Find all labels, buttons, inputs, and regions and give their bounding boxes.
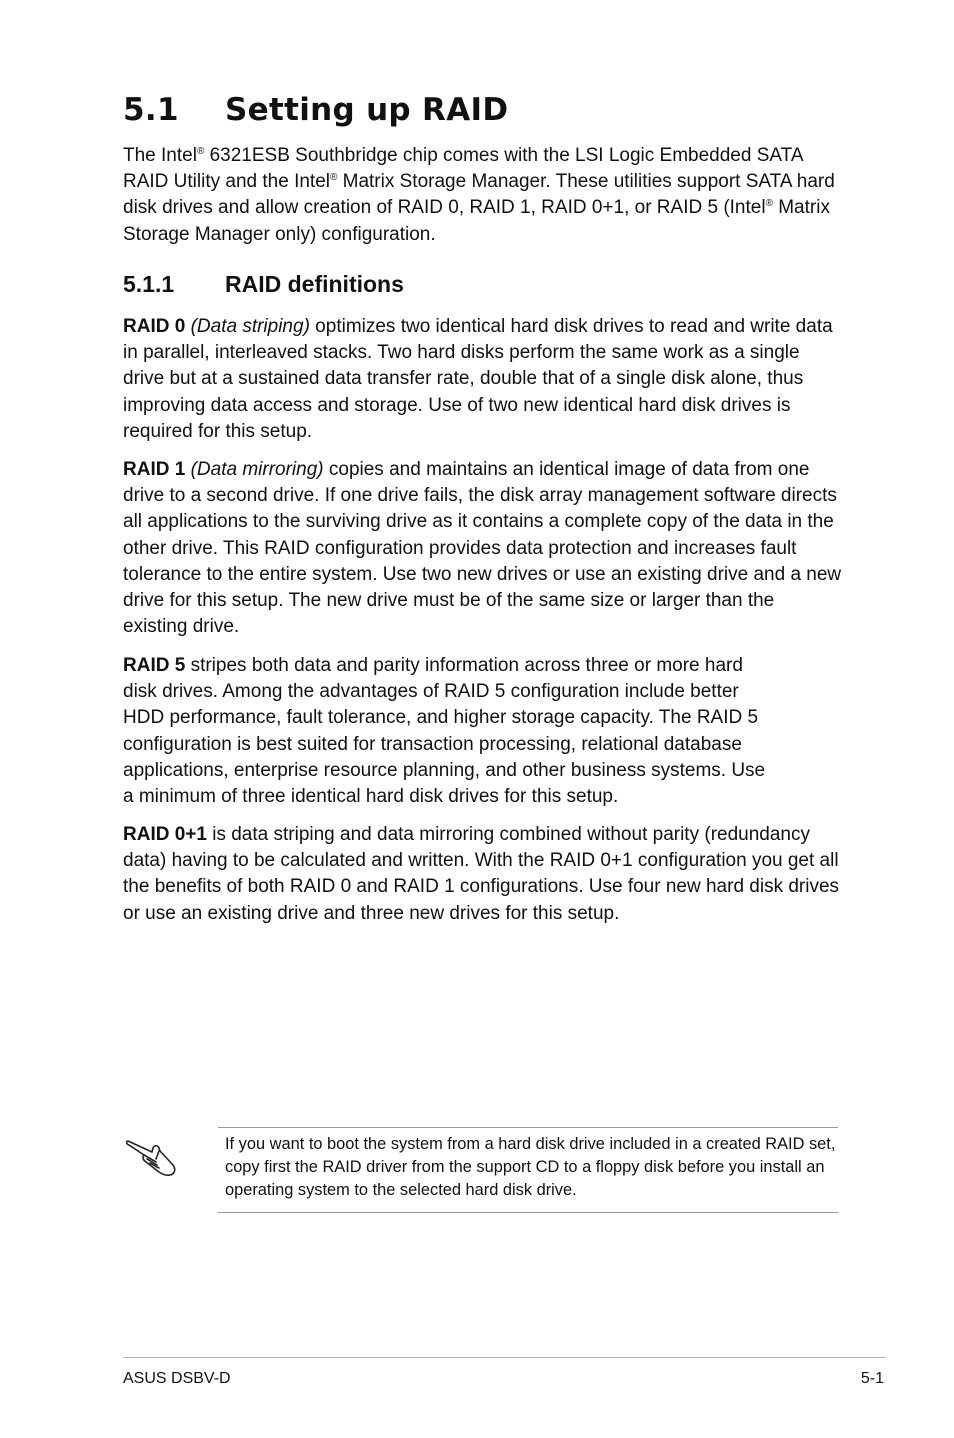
raid0-paragraph bbox=[123, 314, 843, 445]
section-title: Setting up RAID bbox=[225, 92, 509, 128]
note-bottom-rule bbox=[218, 1212, 838, 1213]
footer-page-number: 5-1 bbox=[860, 1370, 884, 1387]
raid0-term: RAID 0 bbox=[123, 316, 186, 337]
raid1-paragraph bbox=[123, 457, 843, 640]
raid0-qualifier: (Data striping) bbox=[190, 316, 310, 337]
raid5-paragraph bbox=[123, 653, 773, 810]
intro-text-2: 6321ESB Southbridge chip comes with the LSI Logic Embedded SATA RAID Utility and the Intel bbox=[123, 145, 803, 193]
raid0-text: optimizes two identical hard disk drives to read and write data in parallel, interleaved stacks. Two hard disks perform the same work as a single drive but at a sustained data transfer rate, double that of a single disk alone, thus improving data access and storage. Use of two new identical hard disk drives is required for this setup. bbox=[123, 316, 833, 442]
intro-paragraph bbox=[123, 143, 843, 248]
raid01-text: is data striping and data mirroring combined without parity (redundancy data) having to be calculated and written. With the RAID 0+1 configuration you get all the benefits of both RAID 0 and RAID 1 configurations. Use four new hard disk drives or use an existing drive and three new drives for this setup. bbox=[123, 824, 840, 924]
section-heading bbox=[123, 88, 508, 132]
section-number: 5.1 bbox=[123, 92, 179, 128]
raid1-text: copies and maintains an identical image of data from one drive to a second drive. If one drive fails, the disk array management software directs all applications to the surviving drive as it contains a complete copy of the data in the other drive. This RAID configuration provides data protection and increases fault tolerance to the entire system. Use two new drives or use an existing drive and a new drive for this setup. The new drive must be of the same size or larger than the existing drive. bbox=[123, 459, 842, 638]
note-text: If you want to boot the system from a hard disk drive included in a created RAID set, copy first the RAID driver from the support CD to a floppy disk before you install an operating system to the selected hard disk drive. bbox=[225, 1135, 836, 1199]
registered-mark: ® bbox=[329, 172, 338, 184]
raid01-paragraph bbox=[123, 822, 853, 927]
intro-text-1: The Intel bbox=[123, 145, 197, 166]
hand-pointer-icon bbox=[126, 1129, 180, 1177]
subsection-heading bbox=[123, 268, 404, 300]
raid5-term: RAID 5 bbox=[123, 655, 186, 676]
footer-product: ASUS DSBV-D bbox=[123, 1370, 231, 1387]
intro-text-3: Matrix Storage Manager. These utilities support SATA hard disk drives and allow creation of RAID 0, RAID 1, RAID 0+1, or RAID 5 (Intel bbox=[123, 171, 835, 219]
subsection-number: 5.1.1 bbox=[123, 271, 175, 297]
registered-mark: ® bbox=[196, 146, 205, 157]
note-top-rule bbox=[218, 1127, 838, 1128]
subsection-title: RAID definitions bbox=[225, 271, 404, 297]
footer-rule bbox=[123, 1357, 886, 1358]
intro-text-4: Matrix Storage Manager only) configuration. bbox=[123, 197, 830, 245]
registered-mark: ® bbox=[765, 198, 773, 210]
raid1-qualifier: (Data mirroring) bbox=[190, 459, 324, 480]
raid01-term: RAID 0+1 bbox=[123, 824, 207, 845]
raid1-term: RAID 1 bbox=[123, 459, 186, 480]
raid5-text: stripes both data and parity information across three or more hard disk drives. Among the advantages of RAID 5 configuration include better HDD performance, fault tolerance, and higher storage capacity. The RAID 5 configuration is best suited for transaction processing, relational database applications, enterprise resource planning, and other business systems. Use a minimum of three identical hard disk drives for this setup. bbox=[123, 655, 766, 808]
